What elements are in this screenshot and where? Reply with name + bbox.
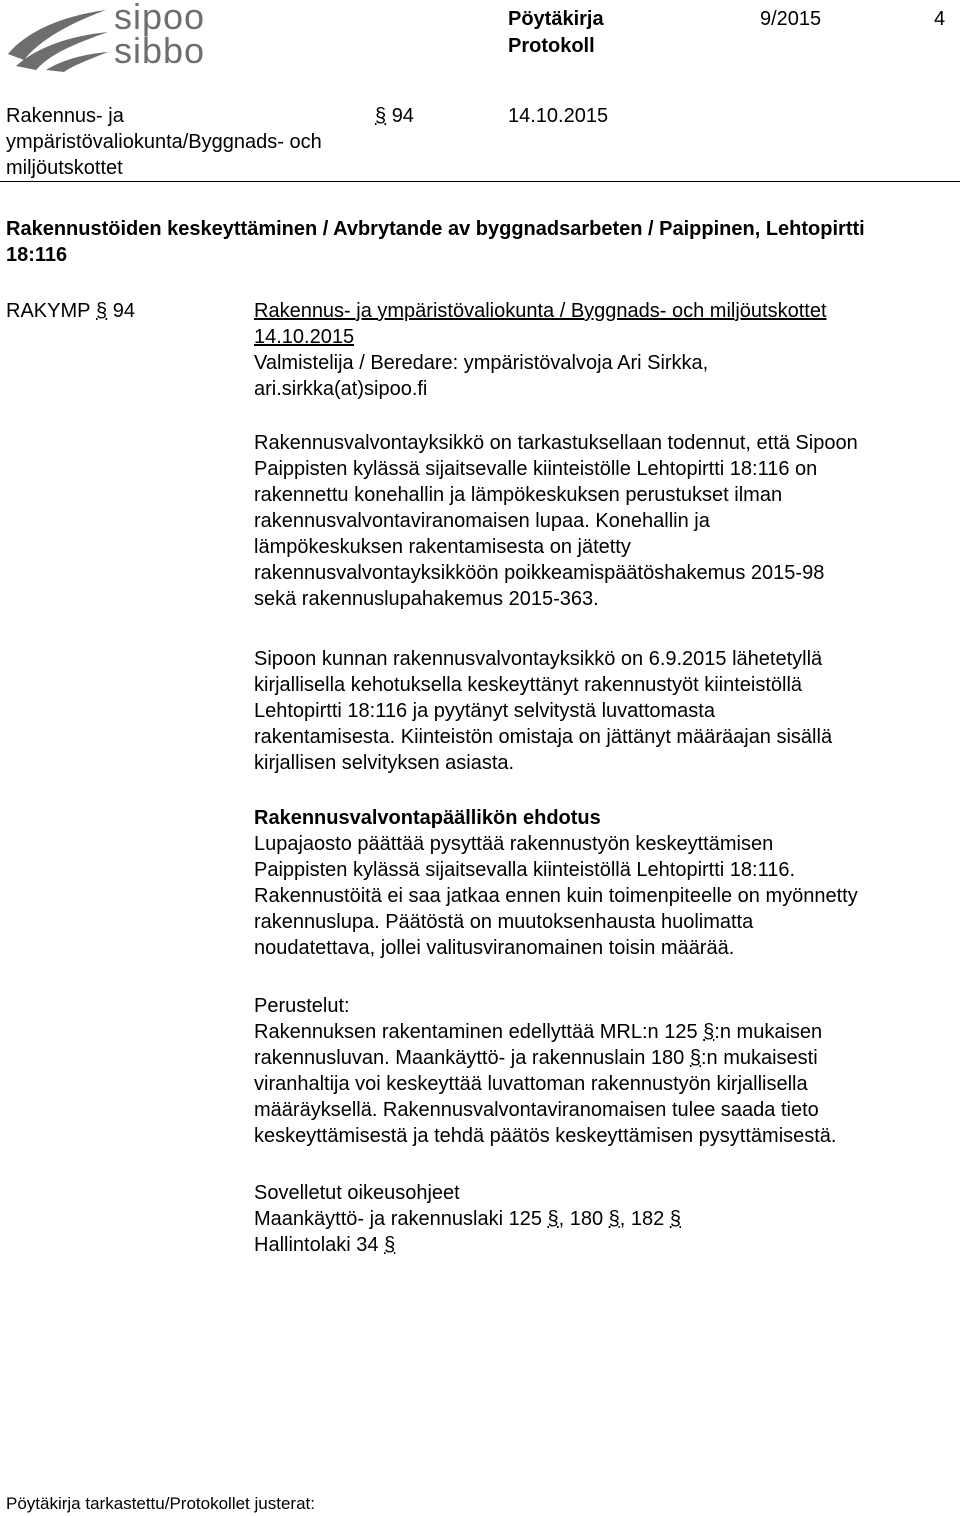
text-line: Rakennustöitä ei saa jatkaa ennen kuin toimenpiteelle on myönnetty (254, 885, 858, 907)
section-symbol: § (608, 1208, 620, 1230)
paragraph-inspection (254, 430, 960, 612)
committee-link[interactable]: Rakennus- ja ympäristövaliokunta / Byggnads- och miljöutskottet (254, 300, 827, 322)
text-line: rakennusvalvontaviranomaisen lupaa. Konehallin ja (254, 510, 710, 532)
text-line: kirjallisella kehotuksella keskeyttänyt rakennustyöt kiinteistöllä (254, 674, 803, 696)
text-line: Lupajaosto päättää pysyttää rakennustyön keskeyttämisen (254, 833, 774, 855)
proposal-heading: Rakennusvalvontapäällikön ehdotus (254, 807, 601, 829)
section-symbol: § (689, 1047, 701, 1069)
text-line: Rakennusvalvontayksikkö on tarkastuksellaan todennut, että Sipoon (254, 432, 858, 454)
grounds-heading: Perustelut: (254, 995, 350, 1017)
organization-line: miljöutskottet (6, 157, 123, 179)
preparer-email: ari.sirkka(at)sipoo.fi (254, 378, 428, 400)
item-meta (254, 298, 944, 402)
law-heading: Sovelletut oikeusohjeet (254, 1182, 460, 1204)
logo-text-sipoo: sipoo (114, 0, 206, 37)
preparer: Valmistelija / Beredare: ympäristövalvoja Ari Sirkka, (254, 352, 709, 374)
item-title: Rakennustöiden keskeyttäminen / Avbrytande av byggnadsarbeten / Paippinen, Lehtopirtti 18:116 (6, 218, 865, 266)
text-line: rakentamisesta. Kiinteistön omistaja on jättänyt määräajan sisällä (254, 726, 833, 748)
logo-mark-icon (6, 2, 110, 72)
text-line: rakennusluvan. Maankäyttö- ja rakennuslain 180 §:n mukaisesti (254, 1047, 818, 1069)
text-line: määräyksellä. Rakennusvalvontaviranomaisen tulee saada tieto (254, 1099, 819, 1121)
section-symbol: § (375, 105, 387, 127)
item-reference (6, 298, 135, 324)
text-line: lämpökeskuksen rakentamisesta on jätetty (254, 536, 631, 558)
reference-number: 94 (112, 300, 135, 322)
text-line: viranhaltija voi keskeyttää luvattoman rakennustyön kirjallisella (254, 1073, 808, 1095)
section-symbol: § (669, 1208, 681, 1230)
organization-name (6, 103, 386, 181)
law-line: Maankäyttö- ja rakennuslaki 125 §, 180 §, 182 § (254, 1208, 681, 1230)
sipoo-sibbo-logo (6, 2, 256, 72)
organization-line: Rakennus- ja (6, 105, 124, 127)
text-line: rakennusvalvontayksikköön poikkeamispäätöshakemus 2015-98 (254, 562, 825, 584)
text-line: Rakennuksen rakentaminen edellyttää MRL:n 125 §:n mukaisen (254, 1021, 823, 1043)
proposal-section (254, 805, 960, 961)
header-divider (0, 181, 960, 182)
reference-label: RAKYMP (6, 300, 91, 322)
grounds-section (254, 993, 960, 1149)
text-line: rakennettu konehallin ja lämpökeskuksen perustukset ilman (254, 484, 783, 506)
paragraph-value: 94 (391, 105, 414, 127)
text-line: Lehtopirtti 18:116 ja pyytänyt selvitystä luvattomasta (254, 700, 715, 722)
paragraph-number (375, 103, 414, 129)
committee-date-link[interactable]: 14.10.2015 (254, 326, 355, 348)
applied-law-section (254, 1180, 960, 1258)
text-line: rakennuslupa. Päätöstä on muutoksenhausta huolimatta (254, 911, 754, 933)
text-line: Paippisten kylässä sijaitsevalla kiinteistöllä Lehtopirtti 18:116. (254, 859, 796, 881)
law-line: Hallintolaki 34 § (254, 1234, 396, 1256)
meeting-date: 14.10.2015 (508, 105, 609, 127)
text-line: keskeyttämisestä ja tehdä päätös keskeyttämisen pysyttämisestä. (254, 1125, 837, 1147)
footer-verification: Pöytäkirja tarkastettu/Protokollet justerat: (6, 1494, 315, 1513)
text-line: Sipoon kunnan rakennusvalvontayksikkö on 6.9.2015 lähetetyllä (254, 648, 823, 670)
text-line: noudatettava, jollei valitusviranomainen toisin määrää. (254, 937, 735, 959)
text-line: kirjallisen selvityksen asiasta. (254, 752, 515, 774)
section-symbol: § (547, 1208, 559, 1230)
document-type (508, 6, 604, 60)
logo-text-sibbo: sibbo (114, 30, 206, 71)
document-number: 9/2015 (760, 8, 822, 30)
page-number: 4 (934, 8, 946, 30)
document-type-fi: Pöytäkirja (508, 8, 604, 30)
section-symbol: § (703, 1021, 715, 1043)
section-symbol: § (96, 300, 108, 322)
document-type-sv: Protokoll (508, 35, 595, 57)
organization-line: ympäristövaliokunta/Byggnads- och (6, 131, 322, 153)
text-line: Paippisten kylässä sijaitsevalle kiinteistölle Lehtopirtti 18:116 on (254, 458, 818, 480)
paragraph-suspension (254, 646, 960, 776)
section-symbol: § (384, 1234, 396, 1256)
text-line: sekä rakennuslupahakemus 2015-363. (254, 588, 599, 610)
